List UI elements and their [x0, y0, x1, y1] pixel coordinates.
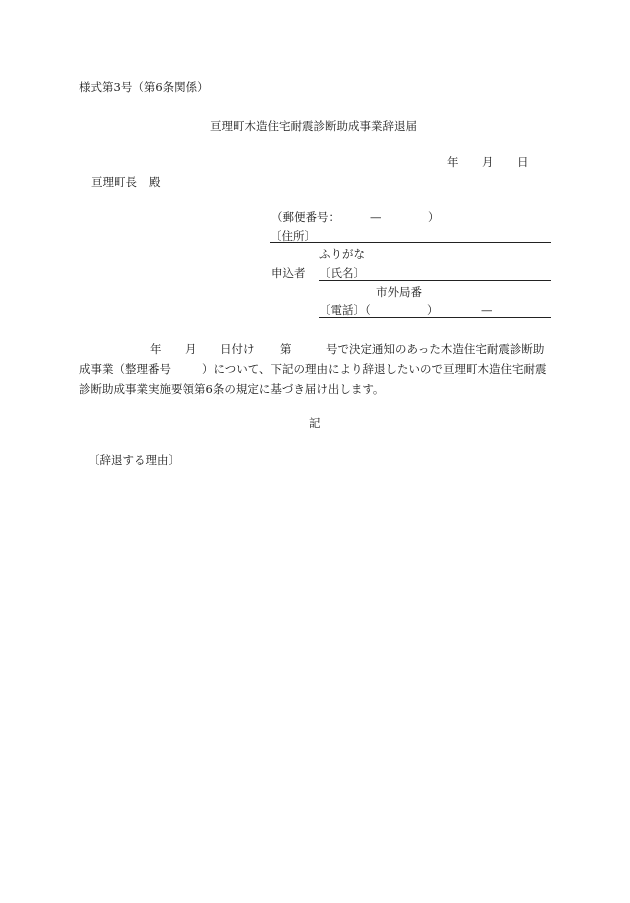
area-code-label: 市外局番 — [376, 285, 422, 299]
phone-line — [319, 317, 551, 318]
phone-label: 〔電話〕（ — [319, 303, 371, 317]
date-day-label: 日 — [517, 155, 529, 169]
addressee-name: 亘理町長 — [91, 175, 137, 189]
form-number: 様式第3号（第6条関係） — [79, 80, 209, 94]
body-no-prefix: 第 — [280, 342, 292, 356]
postal-code-close: ） — [428, 210, 440, 224]
date-month-label: 月 — [482, 155, 494, 169]
body-line2-b: ）について、下記の理由により辞退したいので亘理町木造住宅耐震 — [202, 362, 547, 376]
reason-label: 〔辞退する理由〕 — [88, 453, 180, 467]
note-heading: 記 — [309, 416, 321, 430]
body-month-label: 月 — [185, 342, 197, 356]
body-line2-a: 成事業（整理番号 — [79, 362, 171, 376]
statement-paragraph — [79, 341, 559, 401]
postal-code-dash: — — [370, 210, 382, 224]
name-label: 〔氏名〕 — [319, 266, 365, 280]
address-label: 〔住所〕 — [270, 229, 316, 243]
addressee-honorific: 殿 — [149, 175, 161, 189]
date-year-label: 年 — [447, 155, 459, 169]
document-title: 亘理町木造住宅耐震診断助成事業辞退届 — [210, 119, 417, 133]
furigana-label: ふりがな — [319, 247, 365, 261]
postal-code-label: （郵便番号： — [271, 210, 340, 224]
phone-dash: — — [481, 303, 493, 317]
body-line1: 号で決定通知のあった木造住宅耐震診断助 — [326, 342, 545, 356]
body-dated-label: 日付け — [220, 342, 255, 356]
phone-close: ） — [427, 303, 439, 317]
name-line — [319, 280, 551, 281]
applicant-label: 申込者 — [271, 266, 306, 280]
body-year-label: 年 — [150, 342, 162, 356]
body-line3: 診断助成事業実施要領第6条の規定に基づき届け出します。 — [79, 382, 385, 396]
address-line — [270, 242, 551, 243]
